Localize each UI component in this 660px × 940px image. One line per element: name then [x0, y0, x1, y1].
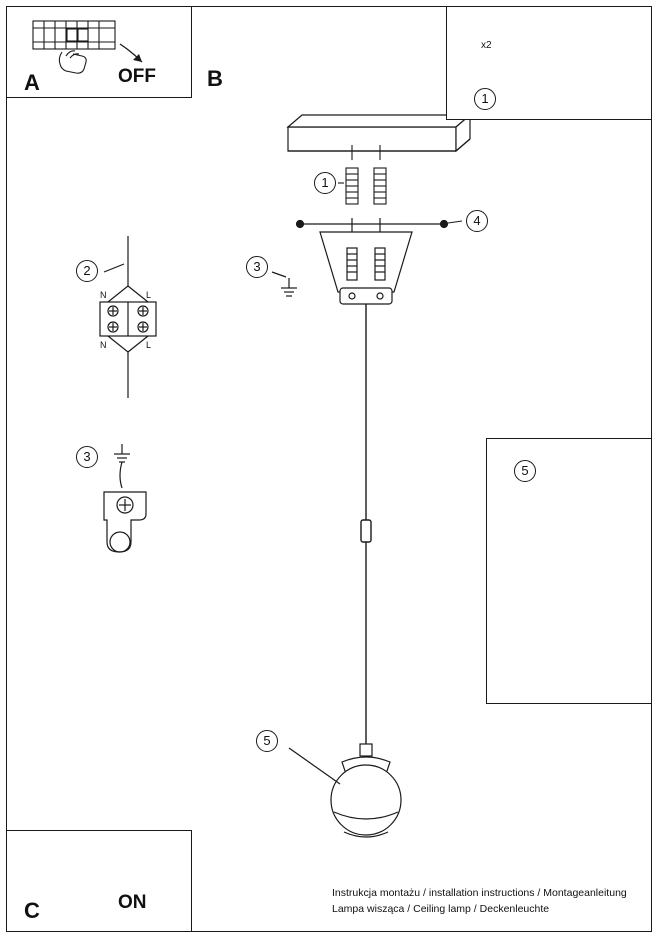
- section-c-letter: C: [24, 898, 40, 923]
- terminal-label-n-top: N: [100, 290, 107, 300]
- terminal-label-l-bottom: L: [146, 340, 152, 350]
- step-3-badge-main: 3: [246, 256, 268, 278]
- step-5-badge-shade: 5: [514, 460, 536, 482]
- footer-line-1: Instrukcja montażu / installation instructions / Montageanleitung: [332, 887, 627, 899]
- terminal-label-l-top: L: [146, 290, 152, 300]
- step-4-badge: 4: [466, 210, 488, 232]
- step-1-badge-ceiling: 1: [314, 172, 336, 194]
- step-3-badge-detail: 3: [76, 446, 98, 468]
- step-5-badge-main: 5: [256, 730, 278, 752]
- section-a-off-label: OFF: [118, 66, 156, 87]
- section-b-letter: B: [207, 66, 223, 91]
- section-a-letter: A: [24, 70, 40, 95]
- step-1-badge-parts: 1: [474, 88, 496, 110]
- footer-line-2: Lampa wisząca / Ceiling lamp / Deckenleuchte: [332, 903, 550, 915]
- terminal-label-n-bottom: N: [100, 340, 107, 350]
- parts-quantity-note: x2: [481, 40, 492, 51]
- shade-box: [486, 438, 652, 704]
- section-c-on-label: ON: [118, 892, 147, 913]
- step-2-badge: 2: [76, 260, 98, 282]
